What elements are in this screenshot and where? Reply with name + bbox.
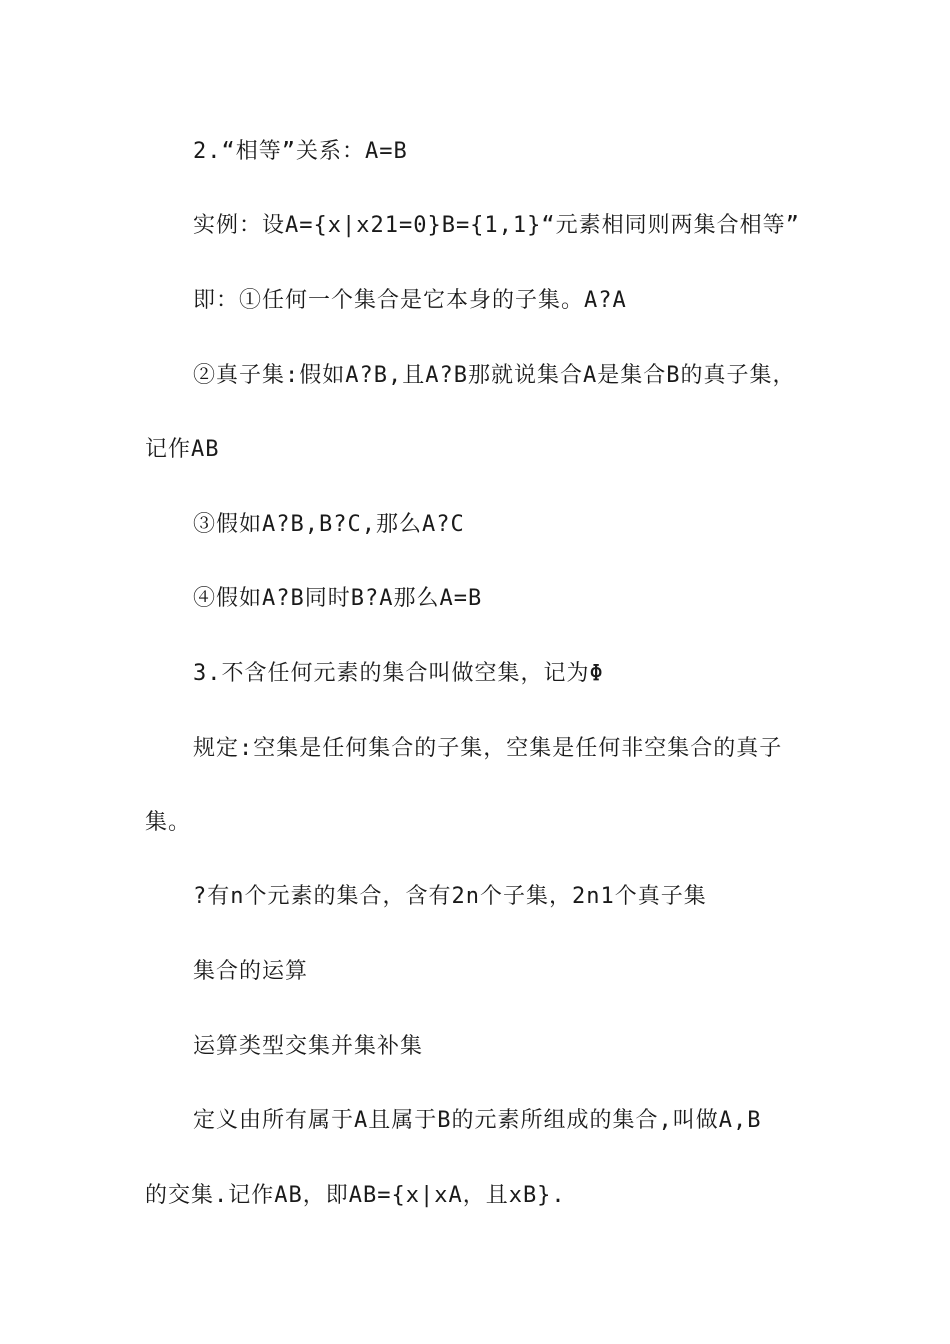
section-heading-set-operations: 集合的运算 [193,959,309,984]
text-line-equality-condition: ④假如A?B同时B?A那么A=B [193,586,483,611]
text-line-empty-set: 3.不含任何元素的集合叫做空集，记为Φ [193,661,604,686]
text-line-proper-subset-cont: 记作AB [145,437,220,462]
text-line-operation-types: 运算类型交集并集补集 [193,1034,424,1059]
text-line-equal-relation: 2.“相等”关系：A=B [193,139,408,164]
text-line-intersection-definition: 定义由所有属于A且属于B的元素所组成的集合,叫做A,B [193,1108,762,1133]
text-line-proper-subset: ②真子集:假如A?B,且A?B那就说集合A是集合B的真子集， [193,363,796,388]
text-line-subset-count: ?有n个元素的集合，含有2n个子集，2n1个真子集 [193,884,707,909]
text-line-subset-self: 即：①任何一个集合是它本身的子集。A?A [193,288,627,313]
text-line-rule: 规定:空集是任何集合的子集，空集是任何非空集合的真子 [193,736,783,761]
text-line-intersection-definition-cont: 的交集.记作AB，即AB={x|xA，且xB}. [145,1183,566,1208]
text-line-rule-cont: 集。 [145,810,192,835]
text-line-example: 实例：设A={x|x21=0}B={1,1}“元素相同则两集合相等” [193,213,800,238]
text-line-transitive: ③假如A?B,B?C,那么A?C [193,512,465,537]
